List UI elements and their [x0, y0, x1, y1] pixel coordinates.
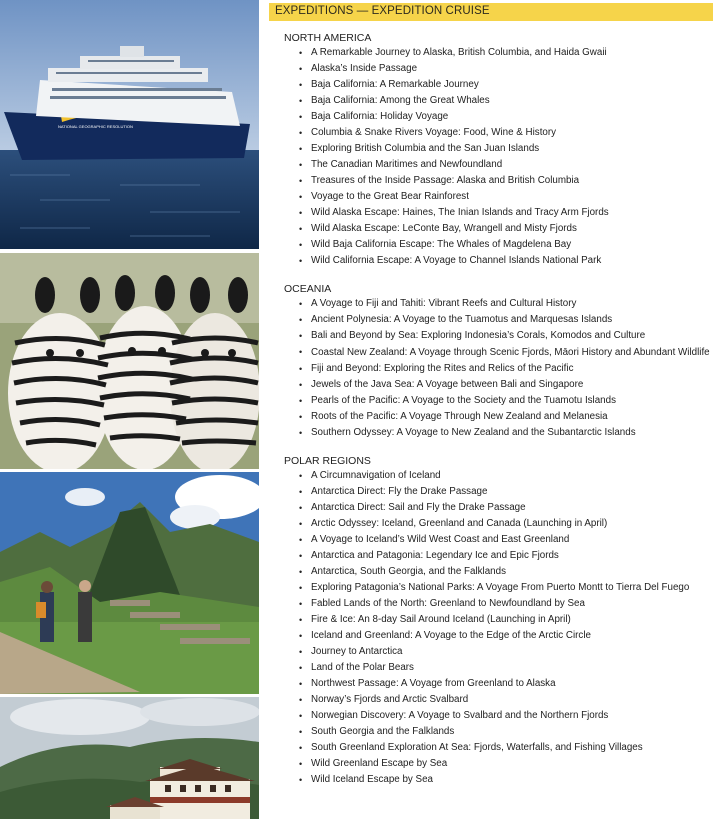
- list-item-text: Wild Greenland Escape by Sea: [311, 758, 448, 769]
- list-item-text: Arctic Odyssey: Iceland, Greenland and Canada (Launching in April): [311, 518, 608, 529]
- photo-column: [0, 0, 259, 819]
- bullet-icon: •: [299, 519, 303, 529]
- list-item-text: Fabled Lands of the North: Greenland to Newfoundland by Sea: [311, 598, 585, 609]
- page-title: EXPEDITIONS — EXPEDITION CRUISE: [275, 5, 490, 17]
- list-item-text: Jewels of the Java Sea: A Voyage between Bali and Singapore: [311, 379, 584, 390]
- bullet-icon: •: [299, 503, 303, 513]
- list-item: [284, 361, 720, 377]
- bullet-icon: •: [299, 711, 303, 721]
- bullet-icon: •: [299, 364, 303, 374]
- bullet-icon: •: [299, 176, 303, 186]
- list-item: [284, 221, 720, 237]
- list-item: [284, 425, 720, 441]
- bullet-icon: •: [299, 567, 303, 577]
- list-item-text: Exploring Patagonia’s National Parks: A Voyage From Puerto Montt to Tierra Del Fuego: [311, 582, 690, 593]
- list-item-text: Land of the Polar Bears: [311, 662, 414, 673]
- ship-name-text: NATIONAL GEOGRAPHIC RESOLUTION: [58, 124, 133, 129]
- list-item: [284, 516, 720, 532]
- list-item: [284, 708, 720, 724]
- list-item: [284, 377, 720, 393]
- list-item: [284, 644, 720, 660]
- list-item: [284, 296, 720, 312]
- section-title-north-america: NORTH AMERICA: [284, 32, 372, 44]
- list-item-text: Wild Iceland Escape by Sea: [311, 774, 433, 785]
- list-item-text: South Greenland Exploration At Sea: Fjords, Waterfalls, and Fishing Villages: [311, 742, 643, 753]
- list-item-text: A Voyage to Iceland’s Wild West Coast and East Greenland: [311, 534, 570, 545]
- bullet-icon: •: [299, 428, 303, 438]
- bullet-icon: •: [299, 112, 303, 122]
- list-item-text: Bali and Beyond by Sea: Exploring Indonesia’s Corals, Komodos and Culture: [311, 330, 646, 341]
- list-item: [284, 676, 720, 692]
- bullet-icon: •: [299, 128, 303, 138]
- polar-regions-list: [284, 468, 720, 788]
- bullet-icon: •: [299, 80, 303, 90]
- list-item: [284, 756, 720, 772]
- list-item: [284, 328, 720, 344]
- bullet-icon: •: [299, 551, 303, 561]
- list-item: [284, 393, 720, 409]
- list-item-text: Antarctica Direct: Sail and Fly the Drake Passage: [311, 502, 526, 513]
- bullet-icon: •: [299, 599, 303, 609]
- list-item: [284, 612, 720, 628]
- list-item-text: A Voyage to Fiji and Tahiti: Vibrant Reefs and Cultural History: [311, 298, 577, 309]
- bullet-icon: •: [299, 96, 303, 106]
- bullet-icon: •: [299, 48, 303, 58]
- list-item: [284, 312, 720, 328]
- bullet-icon: •: [299, 347, 303, 357]
- bullet-icon: •: [299, 240, 303, 250]
- list-item-text: Exploring British Columbia and the San Juan Islands: [311, 143, 540, 154]
- list-item-text: Wild Baja California Escape: The Whales of Magdelena Bay: [311, 239, 572, 250]
- bullet-icon: •: [299, 727, 303, 737]
- list-item: [284, 141, 720, 157]
- list-item-text: Northwest Passage: A Voyage from Greenland to Alaska: [311, 678, 556, 689]
- bullet-icon: •: [299, 631, 303, 641]
- list-item-text: Ancient Polynesia: A Voyage to the Tuamotus and Marquesas Islands: [311, 314, 613, 325]
- list-item-text: The Canadian Maritimes and Newfoundland: [311, 159, 503, 170]
- list-item: [284, 564, 720, 580]
- bullet-icon: •: [299, 380, 303, 390]
- oceania-list: [284, 296, 720, 441]
- list-item: [284, 692, 720, 708]
- section-title-oceania: OCEANIA: [284, 283, 332, 295]
- bullet-icon: •: [299, 64, 303, 74]
- list-item: [284, 61, 720, 77]
- bullet-icon: •: [299, 535, 303, 545]
- bullet-icon: •: [299, 647, 303, 657]
- list-item: [284, 237, 720, 253]
- bullet-icon: •: [299, 144, 303, 154]
- list-item-text: Norway’s Fjords and Arctic Svalbard: [311, 694, 469, 705]
- bullet-icon: •: [299, 396, 303, 406]
- list-item: [284, 484, 720, 500]
- list-item-text: Roots of the Pacific: A Voyage Through New Zealand and Melanesia: [311, 411, 608, 422]
- list-item: [284, 173, 720, 189]
- ship-photo: [0, 0, 259, 249]
- machu-picchu-photo: [0, 472, 259, 694]
- list-item: [284, 628, 720, 644]
- list-item: [284, 409, 720, 425]
- zebras-photo: [0, 253, 259, 469]
- bhutan-dzong-photo: [0, 697, 259, 819]
- list-item-text: Antarctica and Patagonia: Legendary Ice and Epic Fjords: [311, 550, 559, 561]
- list-item: [284, 77, 720, 93]
- list-item: [284, 468, 720, 484]
- list-item-text: Wild California Escape: A Voyage to Channel Islands National Park: [311, 255, 602, 266]
- list-item: [284, 724, 720, 740]
- bullet-icon: •: [299, 487, 303, 497]
- list-item-text: Pearls of the Pacific: A Voyage to the Society and the Tuamotu Islands: [311, 395, 616, 406]
- bullet-icon: •: [299, 256, 303, 266]
- list-item: [284, 253, 720, 269]
- list-item-text: A Circumnavigation of Iceland: [311, 470, 441, 481]
- bullet-icon: •: [299, 331, 303, 341]
- bullet-icon: •: [299, 775, 303, 785]
- bullet-icon: •: [299, 208, 303, 218]
- list-item: [284, 740, 720, 756]
- bullet-icon: •: [299, 663, 303, 673]
- list-item-text: Iceland and Greenland: A Voyage to the Edge of the Arctic Circle: [311, 630, 591, 641]
- bullet-icon: •: [299, 759, 303, 769]
- list-item: [284, 772, 720, 788]
- list-item-text: Columbia & Snake Rivers Voyage: Food, Wine & History: [311, 127, 557, 138]
- list-item-text: Treasures of the Inside Passage: Alaska and British Columbia: [311, 175, 580, 186]
- list-item: [284, 93, 720, 109]
- bullet-icon: •: [299, 679, 303, 689]
- bullet-icon: •: [299, 471, 303, 481]
- list-item-text: Antarctica, South Georgia, and the Falklands: [311, 566, 506, 577]
- expedition-list: [284, 31, 720, 788]
- bullet-icon: •: [299, 583, 303, 593]
- list-item-text: Fire & Ice: An 8-day Sail Around Iceland (Launching in April): [311, 614, 571, 625]
- list-item-text: Coastal New Zealand: A Voyage through Scenic Fjords, Māori History and Abundant Wildlife: [311, 347, 710, 358]
- list-item-text: South Georgia and the Falklands: [311, 726, 455, 737]
- bullet-icon: •: [299, 412, 303, 422]
- section-title-polar-regions: POLAR REGIONS: [284, 455, 371, 467]
- list-item: [284, 500, 720, 516]
- bullet-icon: •: [299, 160, 303, 170]
- list-item-text: Journey to Antarctica: [311, 646, 403, 657]
- list-item-text: Alaska’s Inside Passage: [311, 63, 418, 74]
- list-item-text: Antarctica Direct: Fly the Drake Passage: [311, 486, 488, 497]
- list-item-text: Baja California: Among the Great Whales: [311, 95, 490, 106]
- bullet-icon: •: [299, 299, 303, 309]
- list-item: [284, 580, 720, 596]
- list-item-text: Norwegian Discovery: A Voyage to Svalbard and the Northern Fjords: [311, 710, 609, 721]
- list-item-text: Wild Alaska Escape: Haines, The Inian Islands and Tracy Arm Fjords: [311, 207, 609, 218]
- bullet-icon: •: [299, 192, 303, 202]
- north-america-list: [284, 45, 720, 269]
- list-item: [284, 157, 720, 173]
- bullet-icon: •: [299, 743, 303, 753]
- header-bar: [269, 3, 713, 21]
- bullet-icon: •: [299, 615, 303, 625]
- list-item-text: Southern Odyssey: A Voyage to New Zealand and the Subantarctic Islands: [311, 427, 636, 438]
- list-item: [284, 532, 720, 548]
- bullet-icon: •: [299, 315, 303, 325]
- list-item-text: Fiji and Beyond: Exploring the Rites and Relics of the Pacific: [311, 363, 574, 374]
- list-item-text: A Remarkable Journey to Alaska, British Columbia, and Haida Gwaii: [311, 47, 607, 58]
- list-item-text: Baja California: A Remarkable Journey: [311, 79, 479, 90]
- list-item: [284, 125, 720, 141]
- list-item-text: Wild Alaska Escape: LeConte Bay, Wrangell and Misty Fjords: [311, 223, 577, 234]
- list-item: [284, 205, 720, 221]
- list-item: [284, 189, 720, 205]
- list-item: [284, 660, 720, 676]
- list-item-text: Baja California: Holiday Voyage: [311, 111, 449, 122]
- list-item-text: Voyage to the Great Bear Rainforest: [311, 191, 469, 202]
- list-item: [284, 596, 720, 612]
- list-item: [284, 344, 716, 361]
- list-item: [284, 548, 720, 564]
- list-item: [284, 45, 720, 61]
- bullet-icon: •: [299, 695, 303, 705]
- bullet-icon: •: [299, 224, 303, 234]
- list-item: [284, 109, 720, 125]
